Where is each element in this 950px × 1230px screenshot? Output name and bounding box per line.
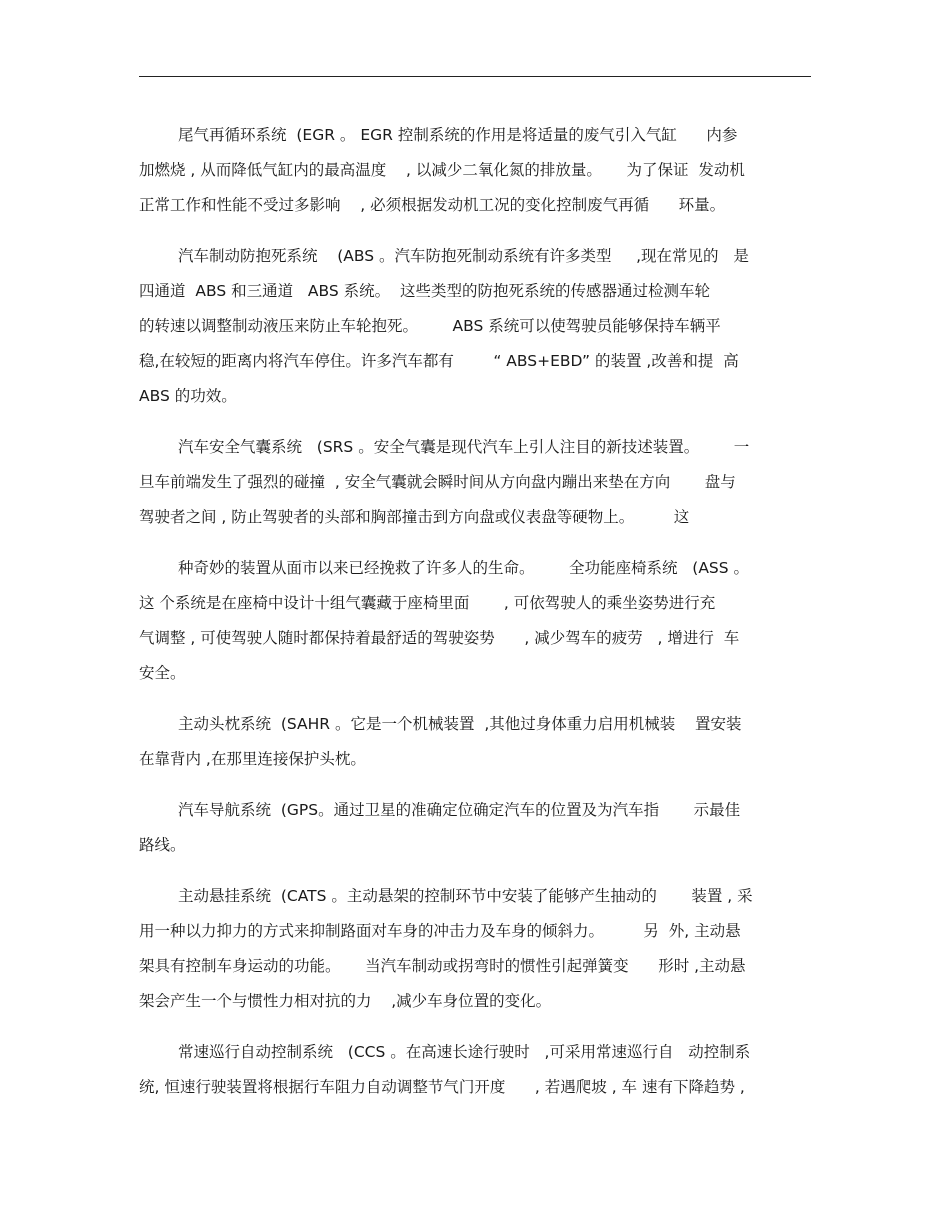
paragraph xyxy=(139,879,811,1019)
paragraph-line: 正常工作和性能不受过多影响 , 必须根据发动机工况的变化控制废气再循 环量。 xyxy=(139,196,726,214)
paragraph-line: ABS 的功效。 xyxy=(139,387,237,405)
paragraph-line: 驾驶者之间 , 防止驾驶者的头部和胸部撞击到方向盘或仪表盘等硬物上。 这 xyxy=(139,508,690,526)
header-rule xyxy=(139,76,811,77)
paragraph-line: 旦车前端发生了强烈的碰撞 , 安全气囊就会瞬时间从方向盘内蹦出来垫在方向 盘与 xyxy=(139,473,736,491)
paragraph-line: 稳,在较短的距离内将汽车停住。许多汽车都有 “ ABS+EBD” 的装置 ,改善和提 高 xyxy=(139,352,739,370)
paragraph-line: 架会产生一个与惯性力相对抗的力 ,减少车身位置的变化。 xyxy=(139,992,552,1010)
paragraph-line: 路线。 xyxy=(139,836,186,854)
paragraph xyxy=(139,793,811,863)
paragraph-line: 用一种以力抑力的方式来抑制路面对车身的冲击力及车身的倾斜力。 另 外, 主动悬 xyxy=(139,922,741,940)
paragraph-line: 架具有控制车身运动的功能。 当汽车制动或拐弯时的惯性引起弹簧变 形时 ,主动悬 xyxy=(139,957,746,975)
paragraph-line: 气调整 , 可使驾驶人随时都保持着最舒适的驾驶姿势 , 减少驾车的疲劳 , 增进行 车 xyxy=(139,629,740,647)
paragraph xyxy=(139,239,811,414)
paragraph-line: 常速巡行自动控制系统 (CCS 。在高速长途行驶时 ,可采用常速巡行自 动控制系 xyxy=(178,1043,751,1061)
paragraph-line: 尾气再循环系统 (EGR 。 EGR 控制系统的作用是将适量的废气引入气缸 内参 xyxy=(178,126,738,144)
paragraph-line: 主动悬挂系统 (CATS 。主动悬架的控制环节中安装了能够产生抽动的 装置 , 采 xyxy=(178,887,753,905)
paragraph xyxy=(139,1035,811,1105)
paragraph xyxy=(139,551,811,691)
paragraph-line: 汽车安全气囊系统 (SRS 。安全气囊是现代汽车上引人注目的新技述装置。 一 xyxy=(178,438,750,456)
paragraph-line: 主动头枕系统 (SAHR 。它是一个机械装置 ,其他过身体重力启用机械装 置安装 xyxy=(178,715,742,733)
paragraph-line: 这 个系统是在座椅中设计十组气囊藏于座椅里面 , 可依驾驶人的乘坐姿势进行充 xyxy=(139,594,716,612)
paragraph-line: 的转速以调整制动液压来防止车轮抱死。 ABS 系统可以使驾驶员能够保持车辆平 xyxy=(139,317,721,335)
paragraph xyxy=(139,707,811,777)
paragraph-line: 统, 恒速行驶装置将根据行车阻力自动调整节气门开度 , 若遇爬坡 , 车 速有下降趋势 , xyxy=(139,1078,745,1096)
paragraph-line: 安全。 xyxy=(139,664,186,682)
paragraph-line: 汽车制动防抱死系统 (ABS 。汽车防抱死制动系统有许多类型 ,现在常见的 是 xyxy=(178,247,749,265)
paragraph-line: 种奇妙的装置从面市以来已经挽救了许多人的生命。 全功能座椅系统 (ASS 。 xyxy=(178,559,750,577)
paragraph-line: 四通道 ABS 和三通道 ABS 系统。 这些类型的防抱死系统的传感器通过检测车轮 xyxy=(139,282,710,300)
document-body xyxy=(139,118,811,1121)
paragraph-line: 加燃烧 , 从而降低气缸内的最高温度 , 以减少二氧化氮的排放量。 为了保证 发动机 xyxy=(139,161,745,179)
paragraph xyxy=(139,118,811,223)
paragraph-line: 汽车导航系统 (GPS。通过卫星的准确定位确定汽车的位置及为汽车指 示最佳 xyxy=(178,801,741,819)
paragraph xyxy=(139,430,811,535)
paragraph-line: 在靠背内 ,在那里连接保护头枕。 xyxy=(139,750,366,768)
